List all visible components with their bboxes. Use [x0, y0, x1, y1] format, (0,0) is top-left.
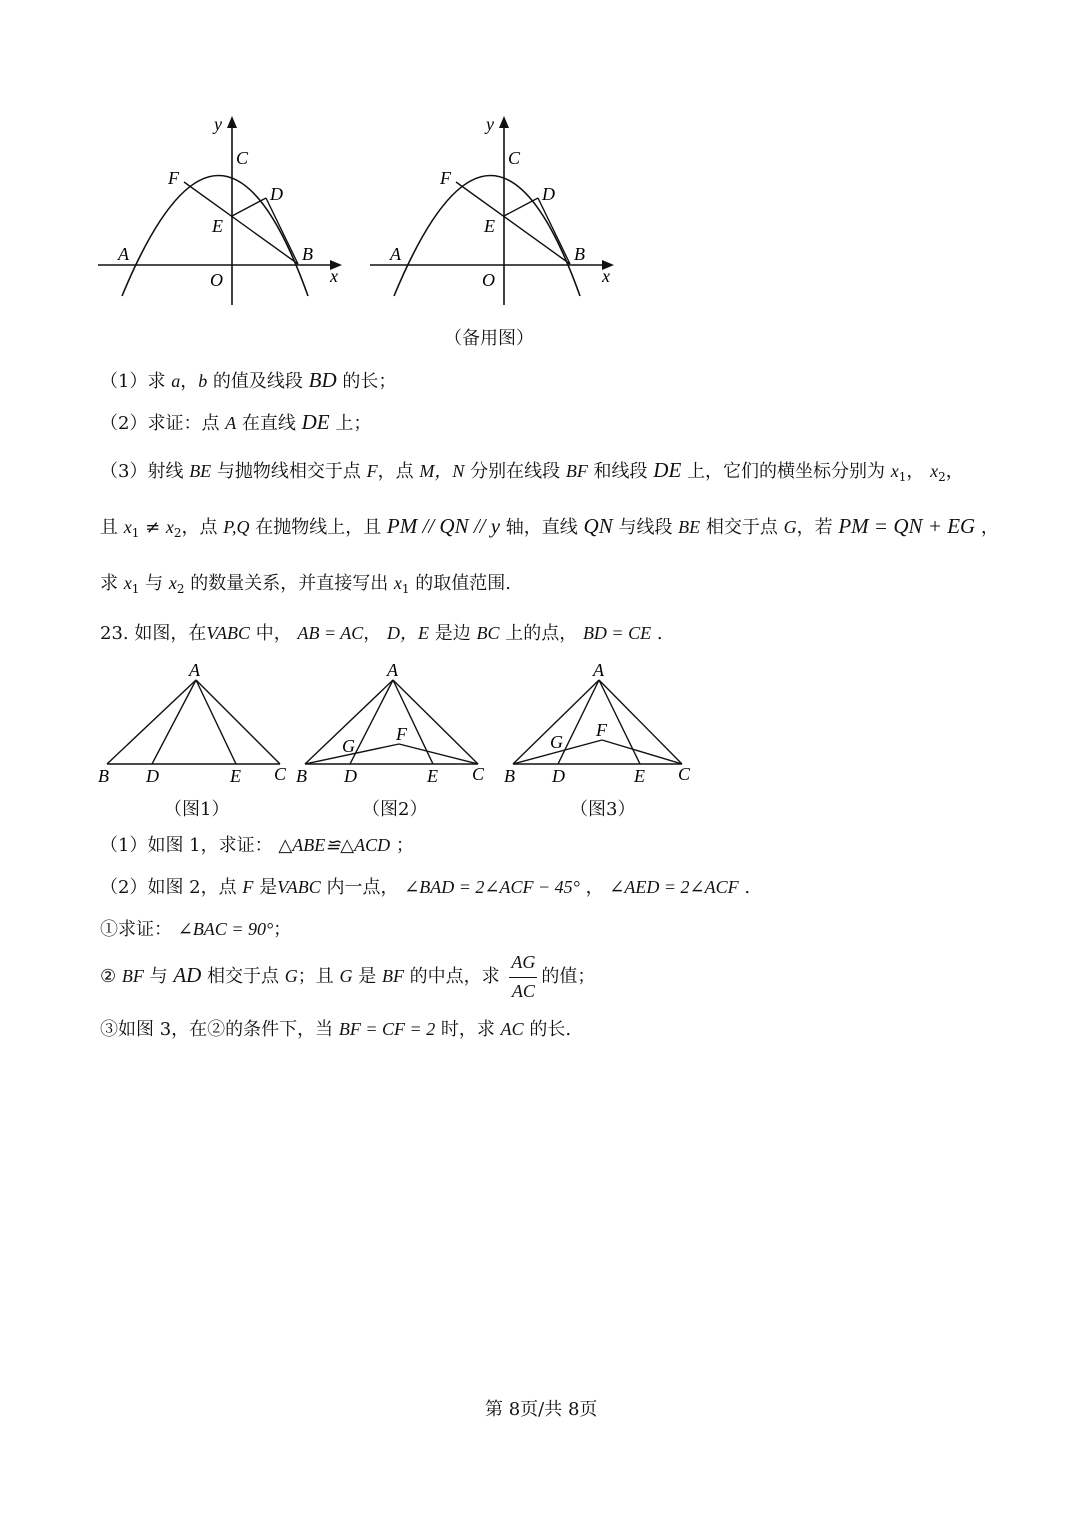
triangle-figure-2 — [290, 656, 498, 788]
figure-3-caption: （图3） — [570, 799, 636, 820]
axis-x-label: x — [330, 266, 338, 286]
q23-sub1: ①求证： ∠BAC = 90°； — [100, 919, 292, 940]
point-a-label: A — [390, 244, 401, 264]
vertex-a-label: A — [387, 660, 398, 680]
vertex-b-label: B — [98, 766, 109, 786]
vertex-c-label: C — [678, 764, 691, 784]
q22-part2: （2）求证：点 A 在直线 DE 上； — [100, 410, 372, 434]
q23-stem: 23. 如图，在VABC 中， AB = AC， D，E 是边 BC 上的点， BD = CE . — [100, 623, 663, 644]
figure-2-caption: （图2） — [362, 799, 428, 820]
q22-part3: （3）射线 BE 与抛物线相交于点 F，点 M，N 分别在线段 BF 和线段 DE 上，它们的横坐标分别为 $x_1$， $x_2$， — [100, 458, 964, 484]
axis-y-label: y — [486, 114, 494, 134]
point-c-label: C — [508, 148, 521, 168]
point-e-label: E — [230, 766, 241, 786]
q23-sub2: ② BF 与 AD 相交于点 G；且 G 是 BF 的中点，求 $\frac{AG}{AC}$ 的值； — [100, 952, 596, 1001]
vertex-c-label: C — [274, 764, 287, 784]
triangle-figure-1 — [92, 656, 292, 788]
ag-over-ac-fraction: $\frac{AG}{AC}$ — [511, 952, 536, 1001]
origin-label: O — [210, 270, 223, 290]
point-e-label: E — [427, 766, 438, 786]
q23-part2: （2）如图 2，点 F 是VABC 内一点， ∠BAD = 2∠ACF − 45° ， ∠AED = 2∠ACF . — [100, 877, 751, 898]
vertex-b-label: B — [504, 766, 515, 786]
q22-part3-line2: 且 $x_1 \ne x_2$，点 P,Q 在抛物线上，且 PM // QN // y 轴，直线 QN 与线段 BE 相交于点 G，若 PM = QN + EG ， — [100, 514, 999, 540]
point-d-label: D — [344, 766, 357, 786]
axis-y-label: y — [214, 114, 222, 134]
triangle-figure-3 — [498, 656, 706, 788]
point-g-label: G — [550, 732, 563, 752]
point-f-label: F — [168, 168, 179, 188]
vertex-b-label: B — [296, 766, 307, 786]
point-b-label: B — [302, 244, 313, 264]
point-b-label: B — [574, 244, 585, 264]
point-e-label: E — [212, 216, 223, 236]
q22-part3-line3: 求 $x_1$ 与 $x_2$ 的数量关系，并直接写出 $x_1$ 的取值范围. — [100, 573, 512, 596]
page-footer: 第 8页/共 8页 — [485, 1399, 598, 1420]
point-d-label: D — [270, 184, 283, 204]
point-c-label: C — [236, 148, 249, 168]
point-d-label: D — [146, 766, 159, 786]
parabola-figure-2 — [362, 110, 622, 310]
figure-1-caption: （图1） — [164, 799, 230, 820]
point-e-label: E — [634, 766, 645, 786]
point-d-label: D — [542, 184, 555, 204]
vertex-c-label: C — [472, 764, 485, 784]
q22-part1: （1）求 a，b 的值及线段 BD 的长； — [100, 368, 397, 392]
point-a-label: A — [118, 244, 129, 264]
point-g-label: G — [342, 736, 355, 756]
point-f-label: F — [440, 168, 451, 188]
point-f-label: F — [396, 724, 407, 744]
backup-figure-caption: （备用图） — [444, 328, 534, 349]
parabola-figure-1 — [90, 110, 350, 310]
vertex-a-label: A — [593, 660, 604, 680]
origin-label: O — [482, 270, 495, 290]
point-e-label: E — [484, 216, 495, 236]
axis-x-label: x — [602, 266, 610, 286]
q23-sub3: ③如图 3，在②的条件下，当 BF = CF = 2 时，求 AC 的长. — [100, 1019, 572, 1040]
point-f-label: F — [596, 720, 607, 740]
vertex-a-label: A — [189, 660, 200, 680]
point-d-label: D — [552, 766, 565, 786]
q23-part1: （1）如图 1，求证： △ABE≌△ACD ； — [100, 835, 414, 856]
